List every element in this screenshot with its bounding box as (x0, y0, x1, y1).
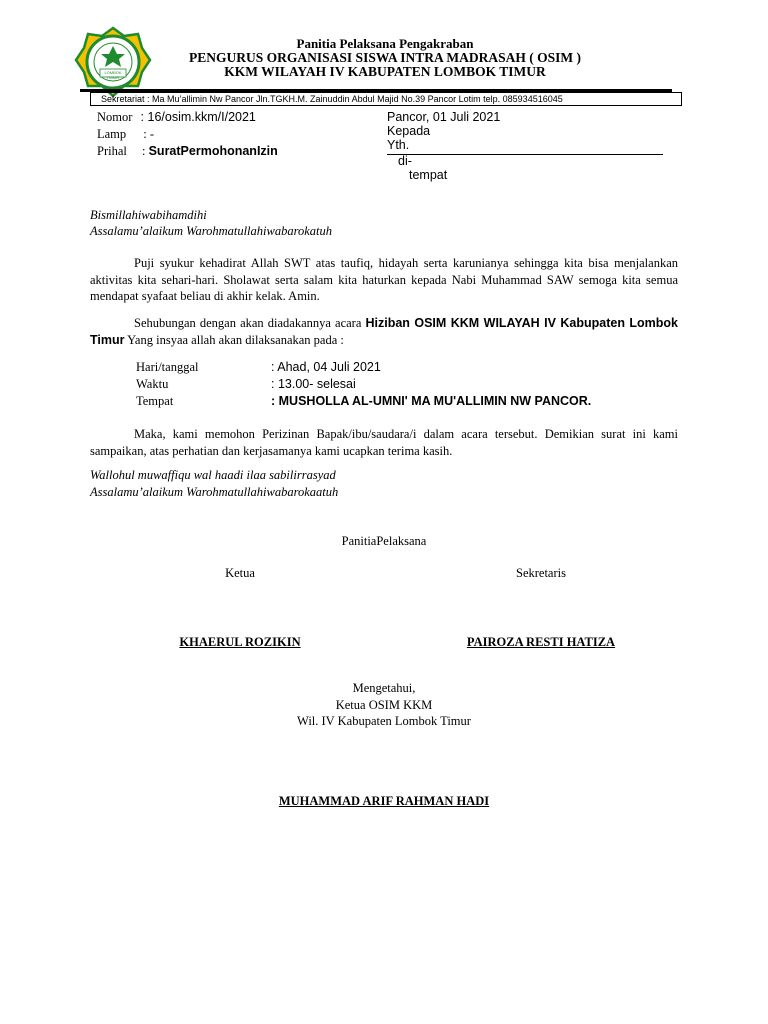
ketua-label: Ketua (225, 566, 255, 580)
mengetahui: Mengetahui, (352, 681, 416, 695)
paragraph-2-intro: Sehubungan dengan akan diadakannya acara (134, 316, 366, 330)
place-date: Pancor, 01 Juli 2021 (387, 110, 501, 124)
sekretaris-label: Sekretaris (516, 566, 566, 580)
lamp-value: : - (143, 127, 155, 141)
ketua-osim-title: Ketua OSIM KKM (335, 698, 433, 712)
prihal-value: SuratPermohonanIzin (148, 144, 278, 158)
opening-salam: Assalamu’alaikum Warohmatullahiwabarokatuh (90, 224, 333, 238)
closing-salam: Assalamu’alaikum Warohmatullahiwabarokaatuh (90, 485, 339, 499)
lamp-label: Lamp (97, 127, 127, 141)
lamp-row (97, 126, 154, 143)
detail-waktu-label: Waktu (136, 377, 169, 391)
kepada: Kepada (387, 124, 431, 138)
tempat: tempat (409, 168, 448, 182)
closing-doa: Wallohul muwaffiqu wal haadi ilaa sabilirrasyad (90, 468, 336, 482)
paragraph-1: Puji syukur kehadirat Allah SWT atas taufiq, hidayah serta karunianya sehingga kita bisa menjalankan aktivitas kita sehari-hari. Sholawat serta salam kita haturkan kepada Nabi Muhammad SAW semoga kita semua mendapat syafaat beliau di akhir kelak. Amin. (90, 256, 678, 303)
prihal-sep: : (141, 144, 146, 158)
di: di- (398, 154, 412, 168)
detail-hari-value: : Ahad, 04 Juli 2021 (271, 360, 381, 374)
committee-label: PanitiaPelaksana (341, 534, 427, 548)
paragraph-3: Maka, kami memohon Perizinan Bapak/ibu/saudara/i dalam acara tersebut. Demikian surat ini kami sampaikan, atas perhatian dan kerjasamanya kami ucapkan terima kasih. (90, 427, 678, 458)
detail-hari-label: Hari/tanggal (136, 360, 199, 374)
letterhead-line1: Panitia Pelaksana Pengakraban (296, 36, 474, 51)
osim-logo (74, 26, 152, 98)
nomor-label: Nomor (97, 110, 133, 124)
paragraph-2 (90, 315, 678, 348)
letterhead-line3: KKM WILAYAH IV KABUPATEN LOMBOK TIMUR (224, 64, 546, 79)
detail-waktu-value: : 13.00- selesai (271, 377, 356, 391)
ketua-osim-name: MUHAMMAD ARIF RAHMAN HADI (278, 794, 490, 808)
opening-bismillah: Bismillahiwabihamdihi (90, 208, 207, 222)
sekretaris-name: PAIROZA RESTI HATIZA (466, 635, 616, 649)
paragraph-2-end: Yang insyaa allah akan dilaksanakan pada : (124, 332, 344, 347)
nomor-row (97, 109, 256, 126)
yth: Yth. (387, 137, 663, 155)
event-name: Hiziban OSIM KKM WILAYAH IV Kabupaten Lombok Timur (90, 316, 678, 347)
prihal-row (97, 143, 278, 160)
detail-tempat-value: : MUSHOLLA AL-UMNI' MA MU'ALLIMIN NW PANCOR. (271, 394, 592, 408)
prihal-label: Prihal (97, 144, 127, 158)
detail-tempat-label: Tempat (136, 394, 174, 408)
secretariat-address: Sekretariat : Ma Mu’allimin Nw Pancor Jln.TGKH.M. Zainuddin Abdul Majid No.39 Pancor Lotim telp. 085934516045 (90, 92, 682, 106)
letterhead-line2: PENGURUS ORGANISASI SISWA INTRA MADRASAH ( OSIM ) (189, 50, 581, 65)
nomor-value: : 16/osim.kkm/I/2021 (140, 110, 256, 124)
wilayah-title: Wil. IV Kabupaten Lombok Timur (297, 714, 471, 728)
logo-text: LOMBOK TIMUR (104, 70, 122, 80)
ketua-name: KHAERUL ROZIKIN (179, 635, 301, 649)
